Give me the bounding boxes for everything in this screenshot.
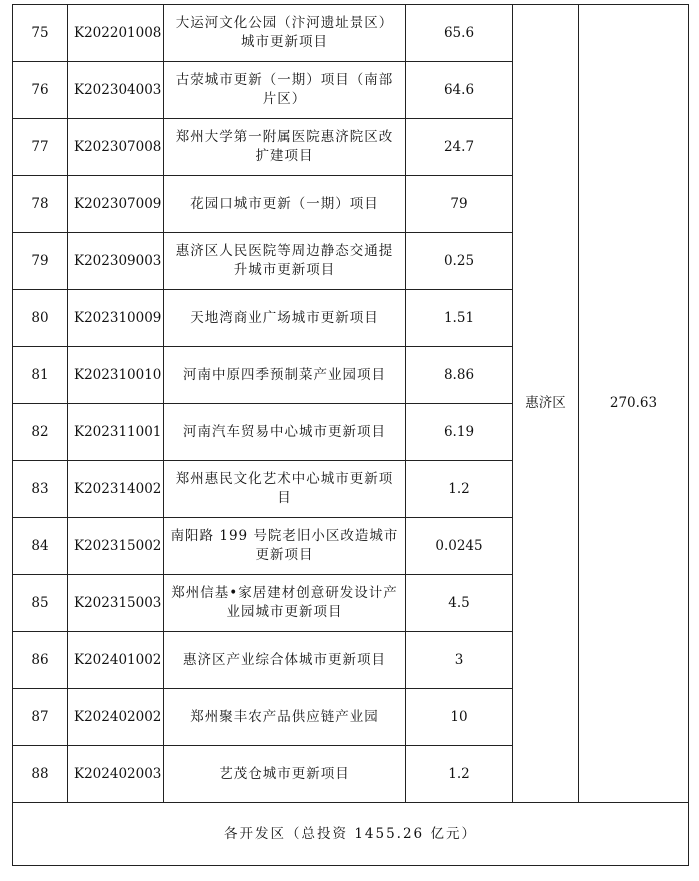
investment-amount: 1.2 (406, 746, 513, 803)
project-code: K202201008 (68, 5, 164, 62)
row-number: 84 (13, 518, 68, 575)
region-total-cell: 270.63 (579, 5, 689, 803)
project-code: K202315003 (68, 575, 164, 632)
row-number: 88 (13, 746, 68, 803)
row-number: 81 (13, 347, 68, 404)
project-code: K202311001 (68, 404, 164, 461)
region-cell: 惠济区 (513, 5, 579, 803)
project-code: K202304003 (68, 62, 164, 119)
project-name: 郑州聚丰农产品供应链产业园 (164, 689, 406, 746)
investment-amount: 8.86 (406, 347, 513, 404)
investment-amount: 3 (406, 632, 513, 689)
project-name: 古荥城市更新（一期）项目（南部片区） (164, 62, 406, 119)
investment-amount: 64.6 (406, 62, 513, 119)
project-name: 郑州信基•家居建材创意研发设计产业园城市更新项目 (164, 575, 406, 632)
project-name: 南阳路 199 号院老旧小区改造城市更新项目 (164, 518, 406, 575)
investment-amount: 6.19 (406, 404, 513, 461)
investment-amount: 0.25 (406, 233, 513, 290)
project-name: 天地湾商业广场城市更新项目 (164, 290, 406, 347)
project-name: 郑州惠民文化艺术中心城市更新项目 (164, 461, 406, 518)
investment-amount: 65.6 (406, 5, 513, 62)
project-code: K202307009 (68, 176, 164, 233)
project-code: K202314002 (68, 461, 164, 518)
project-table (12, 4, 689, 866)
investment-amount: 1.2 (406, 461, 513, 518)
project-name: 花园口城市更新（一期）项目 (164, 176, 406, 233)
project-code: K202402002 (68, 689, 164, 746)
row-number: 87 (13, 689, 68, 746)
row-number: 76 (13, 62, 68, 119)
investment-amount: 4.5 (406, 575, 513, 632)
row-number: 80 (13, 290, 68, 347)
project-code: K202402003 (68, 746, 164, 803)
project-code: K202307008 (68, 119, 164, 176)
row-number: 79 (13, 233, 68, 290)
project-name: 河南汽车贸易中心城市更新项目 (164, 404, 406, 461)
project-code: K202315002 (68, 518, 164, 575)
project-code: K202309003 (68, 233, 164, 290)
project-code: K202401002 (68, 632, 164, 689)
project-name: 河南中原四季预制菜产业园项目 (164, 347, 406, 404)
project-name: 艺茂仓城市更新项目 (164, 746, 406, 803)
investment-amount: 24.7 (406, 119, 513, 176)
investment-amount: 79 (406, 176, 513, 233)
project-name: 惠济区人民医院等周边静态交通提升城市更新项目 (164, 233, 406, 290)
row-number: 85 (13, 575, 68, 632)
project-table-body (13, 5, 689, 866)
project-name: 大运河文化公园（汴河遗址景区）城市更新项目 (164, 5, 406, 62)
row-number: 78 (13, 176, 68, 233)
row-number: 86 (13, 632, 68, 689)
section-footer: 各开发区（总投资 1455.26 亿元） (13, 803, 689, 866)
row-number: 75 (13, 5, 68, 62)
project-code: K202310010 (68, 347, 164, 404)
project-code: K202310009 (68, 290, 164, 347)
investment-amount: 0.0245 (406, 518, 513, 575)
investment-amount: 1.51 (406, 290, 513, 347)
table-row (13, 5, 689, 62)
project-name: 郑州大学第一附属医院惠济院区改扩建项目 (164, 119, 406, 176)
row-number: 83 (13, 461, 68, 518)
project-name: 惠济区产业综合体城市更新项目 (164, 632, 406, 689)
row-number: 82 (13, 404, 68, 461)
row-number: 77 (13, 119, 68, 176)
investment-amount: 10 (406, 689, 513, 746)
